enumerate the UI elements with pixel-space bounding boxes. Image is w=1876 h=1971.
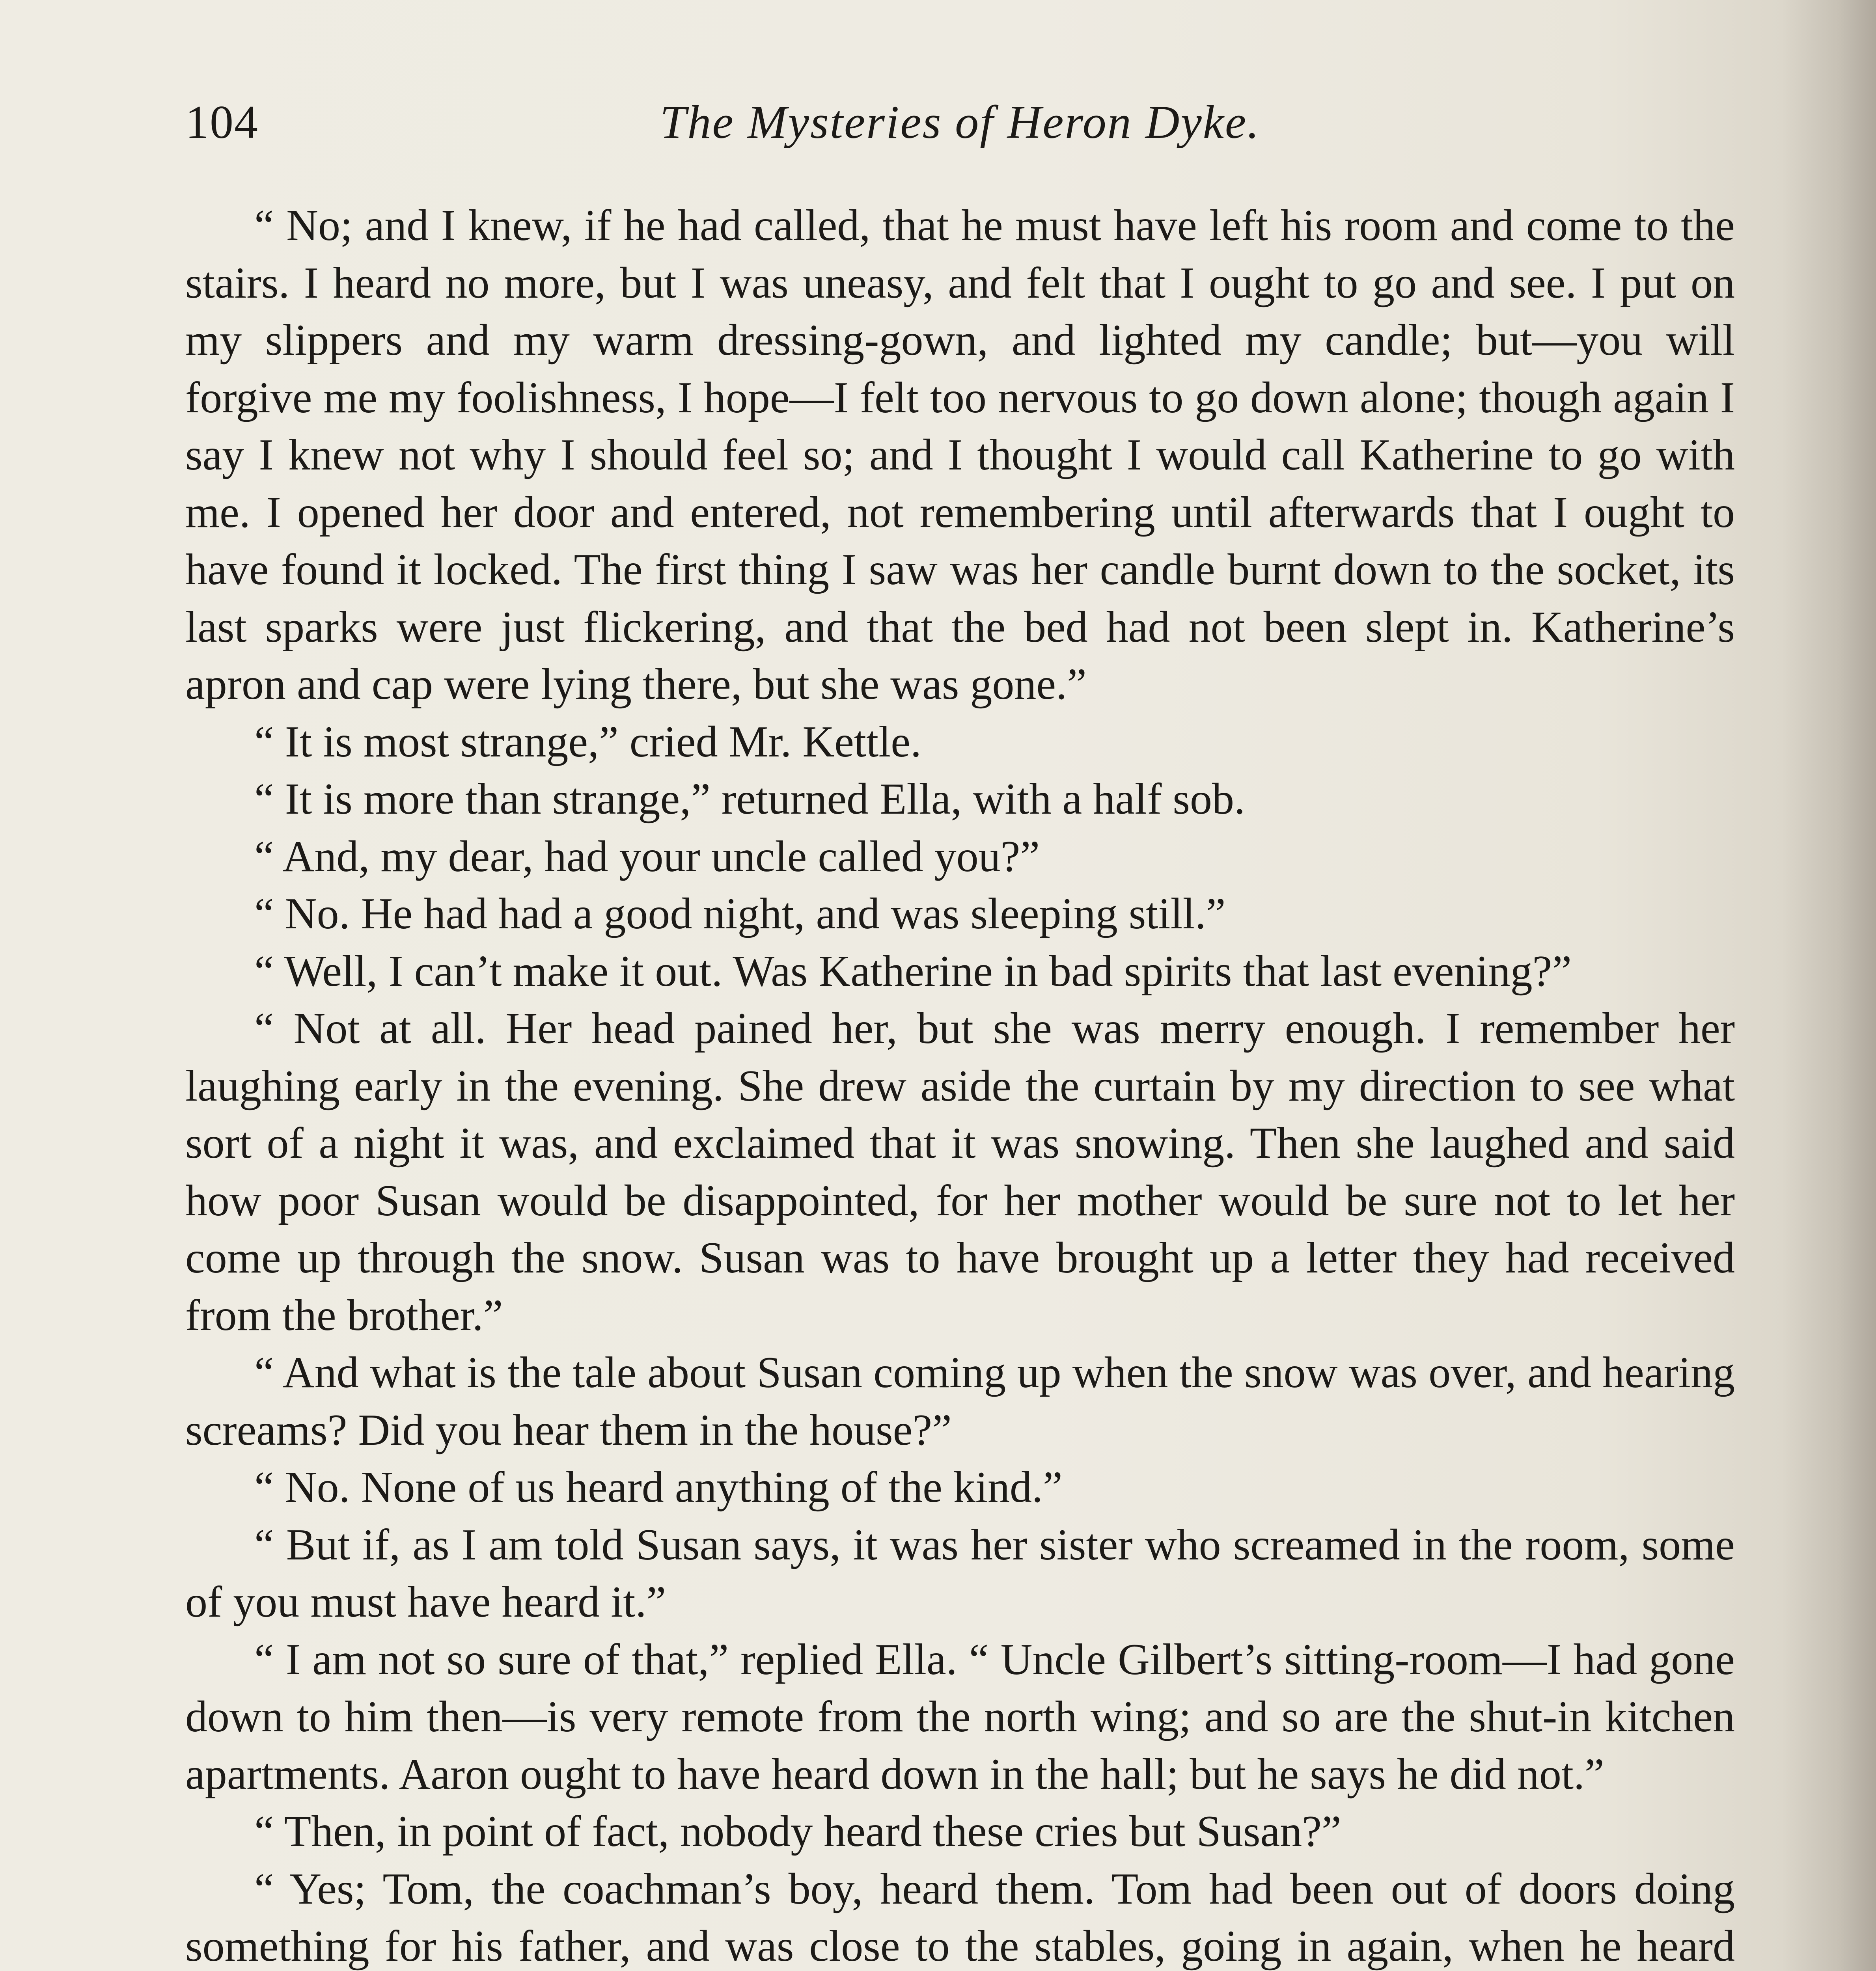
paragraph: “ Yes; Tom, the coachman’s boy, heard them. Tom had been out of doors doing something for his father, and was close to the stables, going in again, when he heard [185,1864,1735,1971]
paragraph: “ Not at all. Her head pained her, but she was merry enough. I remember her laughing early in the evening. She drew aside the curtain by my direction to see what sort of a night it was, and exclaimed that it was snowing. Then she laughed and said how poor Susan would be disappointed, for her mother would be sure not to let her come up through the snow. Susan was to have brought up a letter they had received from the brother.” [185,1004,1735,1340]
body-text [185,197,1735,1971]
page-number: 104 [185,96,259,148]
paragraph: “ Well, I can’t make it out. Was Katherine in bad spirits that last evening?” [254,946,1572,996]
paragraph: “ Then, in point of fact, nobody heard these cries but Susan?” [254,1807,1341,1856]
paragraph: “ No. None of us heard anything of the kind.” [254,1463,1063,1512]
paragraph: “ And, my dear, had your uncle called you?” [254,832,1040,881]
page-edge-shadow [1781,0,1876,1971]
paragraph: “ And what is the tale about Susan coming up when the snow was over, and hearing screams? Did you hear them in the house?” [185,1348,1735,1455]
paragraph: “ I am not so sure of that,” replied Ella. “ Uncle Gilbert’s sitting-room—I had gone down to him then—is very remote from the north wing; and so are the shut-in kitchen apartments. Aaron ought to have heard down in the hall; but he says he did not.” [185,1635,1735,1799]
paragraph: “ It is more than strange,” returned Ella, with a half sob. [254,775,1245,823]
running-title: The Mysteries of Heron Dyke. [660,96,1261,148]
paragraph: “ No; and I knew, if he had called, that he must have left his room and come to the stairs. I heard no more, but I was uneasy, and felt that I ought to go and see. I put on my slippers and my warm dressing-gown, and lighted my candle; but—you will forgive me my foolishness, I hope—I felt too nervous to go down alone; though again I say I knew not why I should feel so; and I thought I would call Katherine to go with me. I opened her door and entered, not remembering until afterwards that I ought to have found it locked. The first thing I saw was her candle burnt down to the socket, its last sparks were just flickering, and that the bed had not been slept in. Katherine’s apron and cap were lying there, but she was gone.” [185,201,1735,709]
paragraph: “ But if, as I am told Susan says, it was her sister who screamed in the room, some of you must have heard it.” [185,1520,1735,1626]
paragraph: “ It is most strange,” cried Mr. Kettle. [254,717,921,766]
page-header [185,91,1735,154]
paragraph: “ No. He had had a good night, and was sleeping still.” [254,889,1226,938]
